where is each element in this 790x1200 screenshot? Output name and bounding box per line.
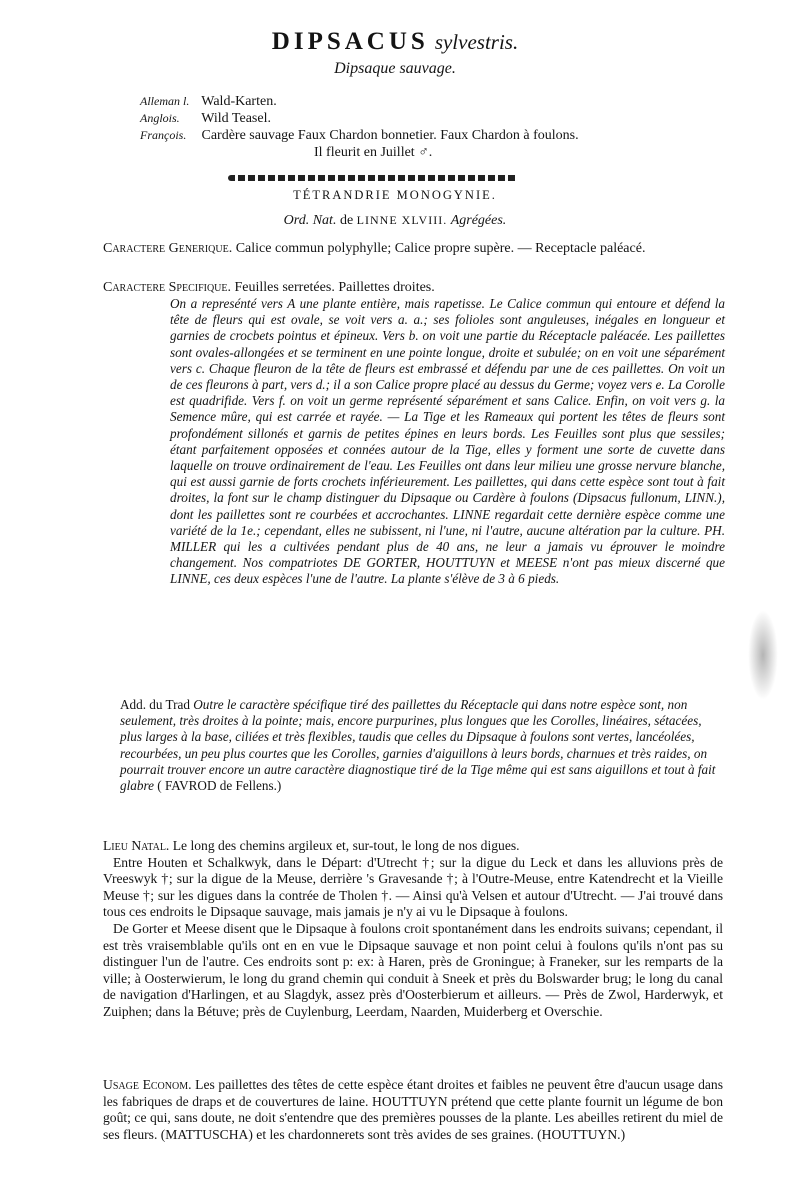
page-title: [0, 28, 790, 56]
translator-credit: ( FAVROD de Fellens.): [157, 778, 282, 794]
specific-character-text: Feuilles serretées. Paillettes droites.: [234, 280, 435, 295]
generic-character: [103, 240, 723, 257]
flowering-time: Il fleurit en Juillet ♂.: [314, 145, 433, 160]
natural-order: Ord. Nat. de LINNE XLVIII. Agrégées.: [283, 213, 507, 228]
natural-habitat: [103, 838, 723, 1021]
habitat-intro: Lieu Natal. Le long des chemins argileux et, sur-tout, le long de nos digues.: [103, 838, 520, 853]
species-name: sylvestris.: [434, 30, 519, 54]
linnaean-class: TÉTRANDRIE MONOGYNIE.: [293, 188, 497, 202]
specific-character-label: Caractere Specifique.: [103, 280, 232, 295]
vernacular-row: Alleman l. Wald-Karten.: [140, 94, 277, 109]
vernacular-row: François. Cardère sauvage Faux Chardon bonnetier. Faux Chardon à foulons.: [140, 128, 579, 143]
french-name: Dipsaque sauvage.: [334, 60, 456, 77]
habitat-other-authors: De Gorter et Meese disent que le Dipsaque à foulons croit spontanément dans les endroits suivans; cependant, il est très vraisemblable qu'ils ont en en vue le Dipsaque sauvage et non point celui à foulons qu'ils n'ont pas su distinguer l'un de l'autre. Ces endroits sont p: ex: à Haren, près de Groningue; à Franeker, sur les remparts de la ville; à Oosterwierum, le long du grand chemin qui conduit à Sneek et près du Bolswarder brug; le long du canal de navigation d'Harlingen, et au Slagdyk, assez près d'Oosterbierum et ailleurs. — Près de Zwol, Harderwyk, et Zuiphen; dans la Bétuve; près de Cuylenburg, Leerdam, Naarden, Muiderberg et Overschie.: [103, 920, 723, 1019]
economic-use-label: Usage Econom.: [103, 1077, 192, 1092]
ornamental-divider: [228, 175, 518, 181]
generic-character-text: Calice commun polyphylle; Calice propre supère. — Receptacle paléacé.: [235, 241, 646, 256]
habitat-locations: Entre Houten et Schalkwyk, dans le Départ: d'Utrecht †; sur la digue du Leck et dans les alluvions près de Vreeswyk †; sur la digue de la Meuse, derrière 's Gravesande †; à l'Outre-Meuse, entre Katendrecht et la Vieille Meuse †; sur les digues dans la contrée de Tholen †. — Ainsi qu'à Velsen et autour d'Utrecht. — J'ai trouvé dans tous ces endroits le Dipsaque sauvage, mais jamais je n'y ai vu le Dipsaque à foulons.: [103, 854, 723, 920]
vernacular-row: Anglois. Wild Teasel.: [140, 111, 271, 126]
genus-name: DIPSACUS: [271, 28, 429, 55]
economic-use: [103, 1077, 723, 1143]
translator-addition-label: Add. du Trad: [120, 697, 190, 712]
translator-addition-text: Outre le caractère spécifique tiré des paillettes du Réceptacle qui dans notre espèce sont, non seulement, très droites à la pointe; mais, encore purpurines, plus longues que les Corolles, linéaires, sétacées, plus larges à la base, ciliées et très flexibles, taudis que celles du Dipsaque à foulons sont vertes, lancéolées, recourbées, un peu plus courtes que les Corolles, garnies d'aiguillons à leurs bords, charnues et très raides, on pourrait trouver encore un autre caractère diagnostique tiré de la Tige même qui est sans aiguillons et tout à fait glabre: [120, 697, 716, 794]
ink-smudge: [748, 610, 778, 700]
generic-character-label: Caractere Generique.: [103, 241, 233, 256]
vernacular-names: [140, 93, 740, 161]
translator-addition: [120, 697, 725, 794]
specific-character: [103, 279, 723, 296]
description-paragraph: On a represénté vers A une plante entière, mais rapetisse. Le Calice commun qui entoure et défend la tête de fleurs qui est ovale, se voit vers a. a.; ses folioles sont anguleuses, inégales en longueur et garnies de crocbets pointus et épineux. Vers b. on voit une partie du Réceptacle paléacée. Les paillettes sont ovales-allongées et se terminent en une pointe longue, droite et subulée; on en voit une séparément vers c. Chaque fleuron de la tête de fleurs est embrassé et défendu par une de ces paillettes. On voit un de ces fleurons à part, vers d.; il a son Calice propre placé au dessus du Germe; voyez vers e. La Corolle est quadrifide. Vers f. on voit un germe représenté séparément et sans Calice. Enfin, on voit vers g. la Semence mûre, qui est carrée et rayée. — La Tige et les Rameaux qui portent les têtes de fleurs sont profondément sillonés et garnis de petites épines en leurs bords. Les Feuilles sont plus que sessiles; étant parfaitement opposées et connées autour de la Tige, elles y forment une sorte de cuvette dans laquelle on trouve ordinairement de l'eau. Les Feuilles ont dans leur milieu une grosse nervure blanche, qui est aussi garnie de forts crochets inférieurement. Les paillettes, qui dans cette espèce sont tout à fait droites, la font sur le champ distinguer du Dipsaque ou Cardère à foulons (Dipsacus fullonum, LINN.), dont les paillettes sont re courbées et accrochantes. LINNE regardait cette dernière espèce comme une variété de la 1e.; cependant, elles ne subissent, ni l'une, ni l'autre, aucune altération par la culture. PH. MILLER qui les a cultivées pendant plus de 40 ans, ne leur a jamais vu éprouver le moindre changement. Nos compatriotes DE GORTER, HOUTTUYN et MEESE n'ont pas mieux discerné que LINNE, ces deux espèces l'une de l'autre. La plante s'élève de 3 à 6 pieds.: [170, 296, 725, 587]
economic-use-text: Les paillettes des têtes de cette espèce étant droites et faibles ne peuvent être d'aucun usage dans les fabriques de draps et de couvertures de laine. HOUTTUYN prétend que cette plante fournit un légume de bon goût; ce qui, sans doute, ne doit s'entendre que des premières pousses de la plante. Les abeilles retirent du miel de ses fleurs. (MATTUSCHA) et les chardonnerets sont très avides de ses graines. (HOUTTUYN.): [103, 1077, 723, 1142]
